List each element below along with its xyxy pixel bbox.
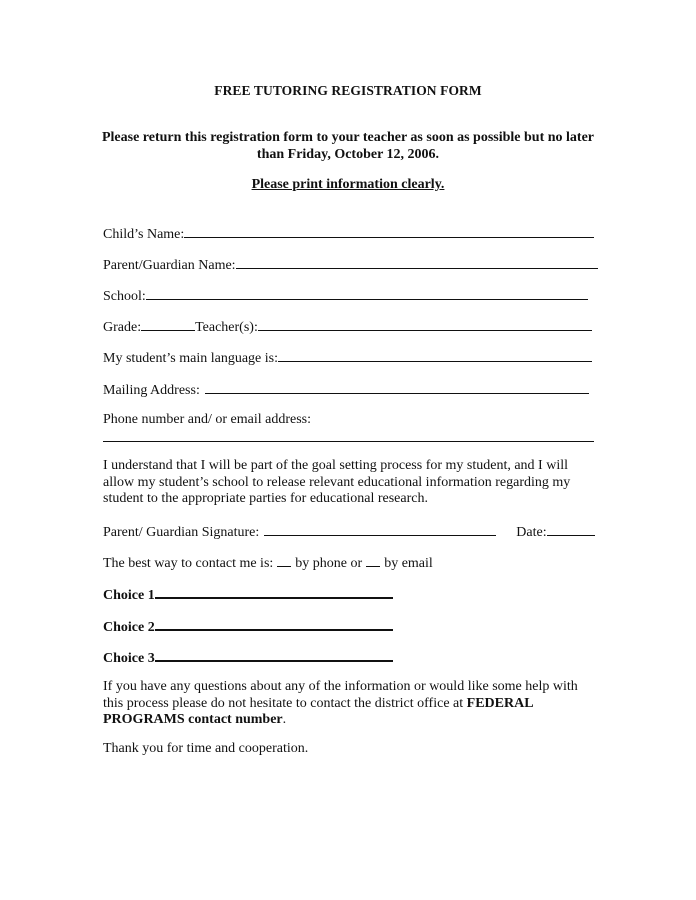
print-instruction: Please print information clearly. — [251, 177, 445, 192]
return-notice: Please return this registration form to your teacher as soon as possible but no later than Friday, October 12, 2006. — [101, 130, 595, 162]
child-name-label: Child’s Name: — [103, 227, 185, 242]
teachers-label: Teacher(s): — [195, 320, 258, 335]
choice-3-label: Choice 3 — [103, 651, 155, 666]
phone-email-label: Phone number and/ or email address: — [103, 412, 312, 427]
email-checkbox-blank[interactable] — [366, 553, 380, 567]
phone-email-field[interactable] — [103, 441, 594, 442]
phone-email-row — [103, 412, 311, 430]
school-row — [103, 286, 588, 304]
choice-3-row — [103, 647, 393, 665]
choice-1-row — [103, 584, 393, 602]
choice-2-field[interactable] — [155, 616, 393, 631]
choice-2-row — [103, 616, 393, 634]
school-field[interactable] — [146, 286, 588, 300]
choice-1-label: Choice 1 — [103, 588, 155, 603]
language-row — [103, 348, 592, 366]
questions-period: . — [282, 712, 287, 727]
school-label: School: — [103, 289, 146, 304]
questions-text: If you have any questions about any of the information or would like some help with this process please do not hesitate to contact the district office at — [103, 679, 578, 711]
signature-label: Parent/ Guardian Signature: — [103, 525, 260, 540]
phone-option-label: by phone or — [295, 556, 363, 571]
choice-2-label: Choice 2 — [103, 620, 155, 635]
choice-1-field[interactable] — [155, 584, 393, 599]
thank-you-line — [103, 741, 308, 759]
parent-name-label: Parent/Guardian Name: — [103, 258, 236, 273]
form-title: FREE TUTORING REGISTRATION FORM — [214, 83, 482, 98]
parent-name-field[interactable] — [236, 255, 598, 269]
signature-row — [103, 522, 595, 540]
teachers-field[interactable] — [258, 317, 592, 331]
language-label: My student’s main language is: — [103, 351, 278, 366]
parent-name-row — [103, 255, 598, 273]
language-field[interactable] — [278, 348, 592, 362]
grade-field[interactable] — [141, 317, 195, 331]
contact-preference-label: The best way to contact me is: — [103, 556, 274, 571]
consent-paragraph: I understand that I will be part of the goal setting process for my student, and I will allow my student’s school to release relevant educational information regarding my student to the appropriate parties for educational research. — [103, 458, 571, 506]
questions-paragraph — [103, 679, 595, 729]
grade-label: Grade: — [103, 320, 142, 335]
date-label: Date: — [516, 525, 547, 540]
contact-preference-row — [103, 553, 433, 571]
mailing-address-field[interactable] — [205, 380, 589, 394]
grade-teacher-row — [103, 317, 592, 335]
signature-field[interactable] — [264, 522, 496, 536]
mailing-address-row — [103, 380, 589, 398]
federal-programs-contact: FEDERAL PROGRAMS contact number — [103, 695, 533, 727]
child-name-field[interactable] — [184, 224, 594, 238]
child-name-row — [103, 224, 594, 242]
email-option-label: by email — [384, 556, 433, 571]
phone-checkbox-blank[interactable] — [277, 553, 291, 567]
date-field[interactable] — [547, 522, 595, 536]
mailing-address-label: Mailing Address: — [103, 383, 200, 398]
thank-you-text: Thank you for time and cooperation. — [103, 741, 309, 756]
choice-3-field[interactable] — [155, 647, 393, 662]
